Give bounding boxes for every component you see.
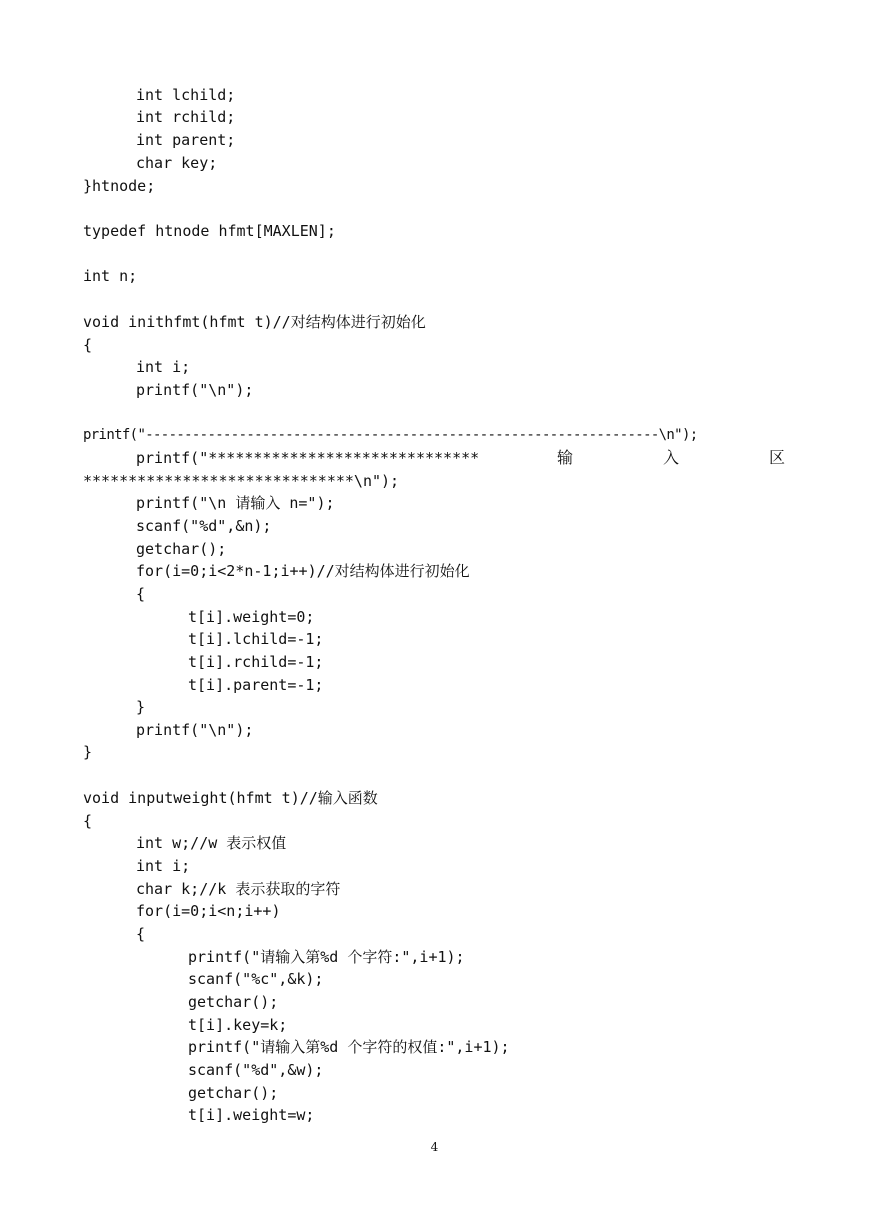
code-line: t[i].weight=w; bbox=[188, 1106, 315, 1124]
code-line: int lchild; bbox=[136, 86, 236, 104]
code-line: scanf("%d",&w); bbox=[188, 1061, 324, 1079]
code-line: int i; bbox=[136, 358, 191, 376]
code-line: char k;//k 表示获取的字符 bbox=[136, 880, 341, 898]
code-line: getchar(); bbox=[188, 993, 279, 1011]
code-line: } bbox=[83, 743, 93, 761]
code-line: t[i].key=k; bbox=[188, 1016, 288, 1034]
code-line: scanf("%c",&k); bbox=[188, 970, 324, 988]
code-line: { bbox=[83, 812, 93, 830]
code-line: int w;//w 表示权值 bbox=[136, 834, 287, 852]
code-line: t[i].rchild=-1; bbox=[188, 653, 324, 671]
code-line: getchar(); bbox=[136, 540, 227, 558]
code-line: for(i=0;i<n;i++) bbox=[136, 902, 281, 920]
code-line: { bbox=[83, 336, 93, 354]
code-line: ******************************\n"); bbox=[83, 472, 400, 490]
code-line: void inithfmt(hfmt t)//对结构体进行初始化 bbox=[83, 313, 426, 331]
code-line: typedef htnode hfmt[MAXLEN]; bbox=[83, 222, 336, 240]
code-line: { bbox=[136, 925, 146, 943]
code-line: printf("请输入第%d 个字符:",i+1); bbox=[188, 948, 465, 966]
code-line: scanf("%d",&n); bbox=[136, 517, 272, 535]
code-line: { bbox=[136, 585, 146, 603]
code-line: int n; bbox=[83, 267, 138, 285]
code-line: printf("\n"); bbox=[136, 721, 254, 739]
spaced-char: 输 bbox=[557, 448, 574, 467]
page-number: 4 bbox=[430, 1140, 439, 1154]
code-line: int rchild; bbox=[136, 108, 236, 126]
code-line: printf("****************************** bbox=[136, 449, 480, 467]
code-line: void inputweight(hfmt t)//输入函数 bbox=[83, 789, 378, 807]
code-line: printf("------------------------------------------------------------------\n"); bbox=[83, 427, 698, 443]
code-line: t[i].weight=0; bbox=[188, 608, 315, 626]
spaced-char: 入 bbox=[663, 448, 680, 467]
code-line: char key; bbox=[136, 154, 218, 172]
code-line: t[i].lchild=-1; bbox=[188, 630, 324, 648]
code-line: int parent; bbox=[136, 131, 236, 149]
code-line: printf("\n"); bbox=[136, 381, 254, 399]
code-line: printf("\n 请输入 n="); bbox=[136, 494, 335, 512]
code-line: for(i=0;i<2*n-1;i++)//对结构体进行初始化 bbox=[136, 562, 470, 580]
code-line: getchar(); bbox=[188, 1084, 279, 1102]
code-line: } bbox=[136, 698, 146, 716]
spaced-char: 区 bbox=[769, 448, 786, 467]
code-line: int i; bbox=[136, 857, 191, 875]
code-line: t[i].parent=-1; bbox=[188, 676, 324, 694]
code-line: }htnode; bbox=[83, 177, 156, 195]
code-line: printf("请输入第%d 个字符的权值:",i+1); bbox=[188, 1038, 510, 1056]
